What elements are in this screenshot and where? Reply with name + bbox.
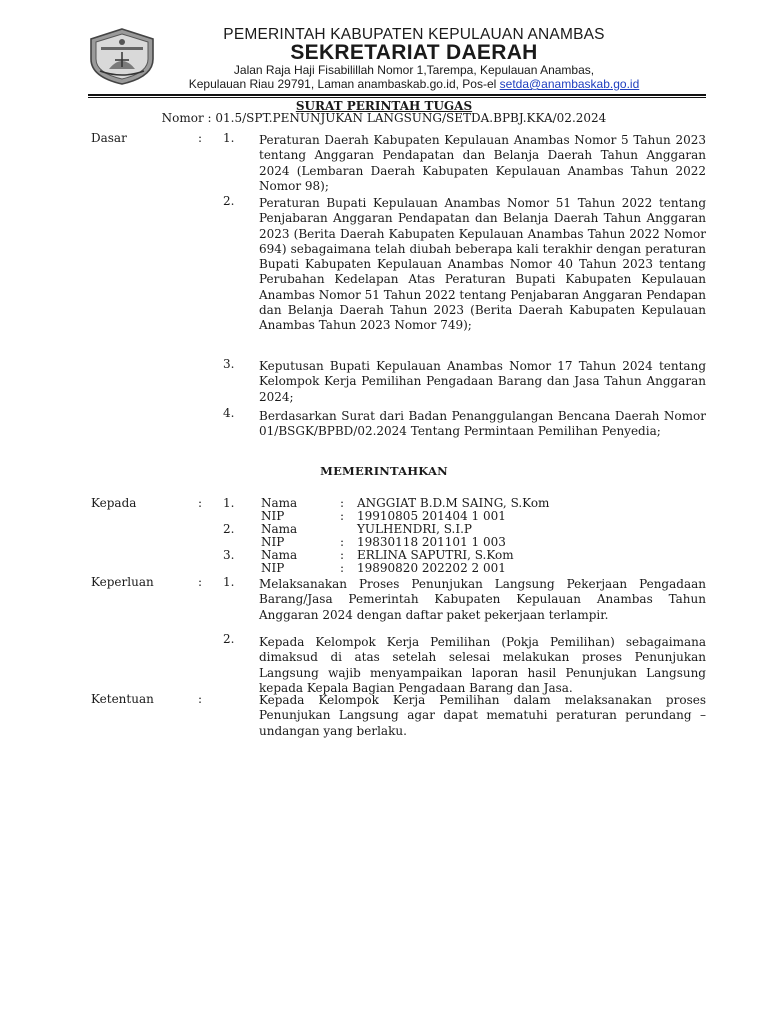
person-name: YULHENDRI, S.I.P [357, 522, 472, 536]
address-line-2 [30, 77, 768, 91]
ketentuan-text: Kepada Kelompok Kerja Pemilihan dalam melaksanakan proses Penunjukan Langsung agar dapat mematuhi peraturan perundang – undangan yang berlaku. [259, 693, 706, 738]
person-name: ERLINA SAPUTRI, S.Kom [357, 548, 514, 562]
ketentuan-label: Ketentuan [91, 692, 154, 706]
address-line-2-text: Kepulauan Riau 29791, Laman anambaskab.go.id, Pos-el [188, 77, 500, 91]
dasar-label: Dasar [91, 131, 127, 145]
dasar-item-text: Berdasarkan Surat dari Badan Penanggulangan Bencana Daerah Nomor 01/BSGK/BPBD/02.2024 Tentang Permintaan Pemilihan Penyedia; [259, 409, 706, 439]
keperluan-label: Keperluan [91, 575, 154, 589]
dasar-item-text: Peraturan Daerah Kabupaten Kepulauan Anambas Nomor 5 Tahun 2023 tentang Anggaran Pendapatan dan Belanja Daerah Tahun Anggaran 2024 (Lembaran Daerah Kabupaten Kepulauan Anambas Tahun 2022 Nomor 98); [259, 133, 706, 193]
dasar-item-number: 1. [223, 131, 235, 145]
dasar-item-number: 3. [223, 357, 235, 371]
person-name-key: Nama [261, 548, 298, 562]
dasar-item-number: 2. [223, 194, 235, 208]
document-title: SURAT PERINTAH TUGAS [295, 99, 473, 113]
person-nip-colon: : [340, 509, 345, 523]
person-number: 2. [223, 522, 235, 536]
ketentuan-colon: : [198, 692, 203, 706]
office-name: SEKRETARIAT DAERAH [290, 41, 538, 64]
person-name-colon: : [340, 548, 345, 562]
keperluan-item-text: Kepada Kelompok Kerja Pemilihan (Pokja Pemilihan) sebagaimana dimaksud di atas setelah selesai melakukan proses Penunjukan Langsung wajib menyampaikan laporan hasil Penunjukan Langsung kepada Kepala Bagian Pengadaan Barang dan Jasa. [259, 635, 706, 695]
person-nip: 19910805 201404 1 001 [357, 509, 506, 523]
person-name-key: Nama [261, 522, 298, 536]
keperluan-item-number: 1. [223, 575, 235, 589]
person-name: ANGGIAT B.D.M SAING, S.Kom [357, 496, 550, 510]
email-link[interactable]: setda@anambaskab.go.id [499, 77, 640, 91]
address-line-1: Jalan Raja Haji Fisabilillah Nomor 1,Tarempa, Kepulauan Anambas, [233, 63, 595, 77]
person-nip-key: NIP [261, 535, 285, 549]
dasar-item-text: Keputusan Bupati Kepulauan Anambas Nomor 17 Tahun 2024 tentang Kelompok Kerja Pemilihan Pengadaan Barang dan Jasa Tahun Anggaran 2024; [259, 359, 706, 404]
person-nip: 19890820 202202 2 001 [357, 561, 506, 575]
person-number: 1. [223, 496, 235, 510]
keperluan-item-number: 2. [223, 632, 235, 646]
dasar-colon: : [198, 131, 203, 145]
keperluan-colon: : [198, 575, 203, 589]
government-name: PEMERINTAH KABUPATEN KEPULAUAN ANAMBAS [223, 26, 605, 43]
letterhead [0, 0, 768, 108]
person-nip-key: NIP [261, 509, 285, 523]
person-nip-colon: : [340, 535, 345, 549]
person-nip-colon: : [340, 561, 345, 575]
person-name-key: Nama [261, 496, 298, 510]
kepada-colon: : [198, 496, 203, 510]
person-name-colon: : [340, 496, 345, 510]
person-nip: 19830118 201101 1 003 [357, 535, 506, 549]
document-number: Nomor : 01.5/SPT.PENUNJUKAN LANGSUNG/SETDA.BPBJ.KKA/02.2024 [161, 111, 607, 125]
order-heading: MEMERINTAHKAN [320, 464, 448, 478]
kepada-label: Kepada [91, 496, 137, 510]
person-number: 3. [223, 548, 235, 562]
dasar-item-text: Peraturan Bupati Kepulauan Anambas Nomor 51 Tahun 2022 tentang Penjabaran Anggaran Pendapatan dan Belanja Daerah Tahun Anggaran 2023 (Berita Daerah Kabupaten Kepulauan Anambas Tahun 2022 Nomor 694) sebagaimana telah diubah beberapa kali terakhir dengan peraturan Bupati Kabupaten Kepulauan Anambas Nomor 40 Tahun 2023 tentang Perubahan Kedelapan Atas Peraturan Bupati Kabupaten Kepulauan Anambas Nomor 51 Tahun 2022 tentang Penjabaran Anggaran Pendapan dan Belanja Daerah Tahun 2023 (Berita Daerah Kabupaten Kepulauan Anambas Tahun 2023 Nomor 749); [259, 196, 706, 333]
dasar-item-number: 4. [223, 406, 235, 420]
keperluan-item-text: Melaksanakan Proses Penunjukan Langsung Pekerjaan Pengadaan Barang/Jasa Pemerintah Kabupaten Kepulauan Anambas Tahun Anggaran 2024 dengan daftar paket pekerjaan terlampir. [259, 577, 706, 622]
header-divider-thin [88, 97, 706, 98]
person-nip-key: NIP [261, 561, 285, 575]
header-divider-thick [88, 94, 706, 96]
